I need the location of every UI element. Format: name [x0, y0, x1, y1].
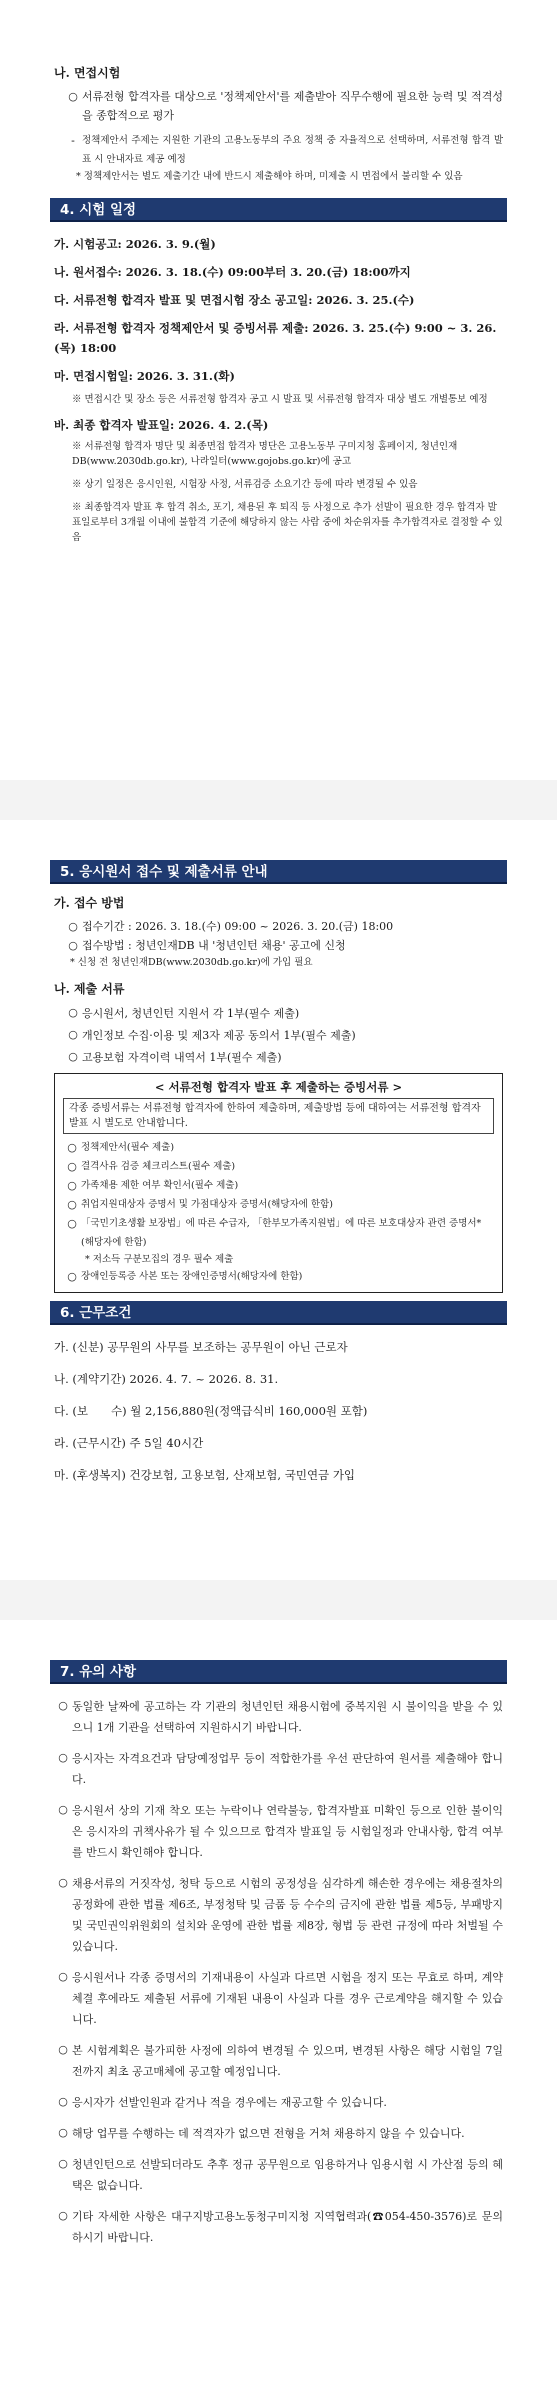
receipt-note: * 신청 전 청년인재DB(www.2030db.go.kr)에 가입 필요	[70, 957, 313, 968]
list-item	[54, 477, 503, 492]
schedule-item: 마. 면접시험일: 2026. 3. 31.(화)	[54, 369, 235, 383]
list-item	[54, 1967, 503, 2030]
list-item	[63, 1214, 494, 1252]
final-note: ※ 최종합격자 발표 후 합격 취소, 포기, 채용된 후 퇴직 등 사정으로 추가 선발이 필요한 경우 합격자 발표일로부터 3개월 이내에 불합격 기준에 해당하지 않는 사람 중에 차순위자를 추가합격자로 결정할 수 있음	[72, 502, 503, 543]
notice-item: 응시원서 상의 기재 착오 또는 누락이나 연락불능, 합격자발표 미확인 등으로 인한 불이익은 응시자의 귀책사유가 될 수 있으므로 합격자 발표일 등 시험일정과 안내사항, 합격 여부를 반드시 확인해야 합니다.	[72, 1804, 503, 1859]
circle-bullet-icon: ○	[58, 2157, 68, 2170]
notice-item: 기타 자세한 사항은 대구지방고용노동청구미지청 지역협력과(☎054-450-3576)로 문의하시기 바랍니다.	[72, 2210, 503, 2244]
circle-bullet-icon: ○	[58, 2043, 68, 2056]
circle-bullet-icon: ○	[67, 1198, 77, 1211]
condition-item: 마. (후생복지) 건강보험, 고용보험, 산재보험, 국민연금 가입	[54, 1468, 356, 1482]
schedule-item: 다. 서류전형 합격자 발표 및 면접시험 장소 공고일: 2026. 3. 25.(수)	[54, 293, 415, 307]
page-gap	[0, 780, 557, 820]
condition-item: 다. (보 수) 월 2,156,880원(정액급식비 160,000원 포함)	[54, 1404, 368, 1418]
list-item	[63, 1176, 494, 1195]
list-item	[54, 1800, 503, 1863]
notice-item: 동일한 날짜에 공고하는 각 기관의 청년인턴 채용시험에 중복지원 시 불이익을 받을 수 있으니 1개 기관을 선택하여 지원하시기 바랍니다.	[72, 1700, 503, 1734]
schedule-note: ※ 면접시간 및 장소 등은 서류전형 합격자 공고 시 발표 및 서류전형 합격자 대상 별도 개별통보 예정	[72, 394, 488, 405]
list-item	[54, 2206, 503, 2248]
circle-bullet-icon: ○	[58, 2209, 68, 2222]
notice-list	[54, 1696, 503, 2248]
notice-item: 응시자가 선발인원과 같거나 적을 경우에는 재공고할 수 있습니다.	[72, 2096, 387, 2109]
notice-item: 응시원서나 각종 증명서의 기재내용이 사실과 다르면 시험을 정지 또는 무효로 하며, 계약체결 후에라도 제출된 서류에 기재된 내용이 사실과 다를 경우 근로계약을 해지할 수 있습니다.	[72, 1971, 503, 2026]
circle-bullet-icon: ○	[68, 90, 78, 103]
list-item	[54, 1696, 503, 1738]
section-7-title: 7. 유의 사항	[50, 1660, 507, 1684]
list-item	[54, 1748, 503, 1790]
condition-item: 가. (신분) 공무원의 사무를 보조하는 공무원이 아닌 근로자	[54, 1340, 348, 1354]
circle-bullet-icon: ○	[58, 1751, 68, 1764]
section-6-title: 6. 근무조건	[50, 1301, 507, 1325]
list-item	[63, 1157, 494, 1176]
box-item: 가족채용 제한 여부 확인서(필수 제출)	[81, 1180, 239, 1191]
notice-item: 본 시험계획은 불가피한 사정에 의하여 변경될 수 있으며, 변경된 사항은 해당 시험일 7일 전까지 최초 공고매체에 공고할 예정입니다.	[72, 2044, 503, 2078]
interview-heading: 나. 면접시험	[54, 66, 121, 80]
receipt-item: 접수방법 : 청년인재DB 내 '청년인턴 채용' 공고에 신청	[82, 939, 346, 952]
docs-item: 응시원서, 청년인턴 지원서 각 1부(필수 제출)	[82, 1007, 300, 1020]
list-item	[54, 87, 503, 125]
list-item	[54, 936, 503, 955]
list-item	[54, 1025, 503, 1047]
list-item	[63, 1252, 494, 1267]
interview-sub: 정책제안서 주제는 지원한 기관의 고용노동부의 주요 정책 중 자율적으로 선택하며, 서류전형 합격 발표 시 안내자료 제공 예정	[82, 135, 503, 165]
box-item: 「국민기초생활 보장법」에 따른 수급자, 「한부모가족지원법」에 따른 보호대상자 관련 증명서*(해당자에 한함)	[81, 1218, 482, 1248]
circle-bullet-icon: ○	[58, 2095, 68, 2108]
final-heading: 바. 최종 합격자 발표일: 2026. 4. 2.(목)	[54, 418, 269, 432]
list-item	[54, 1047, 503, 1069]
box-item: 정책제안서(필수 제출)	[81, 1142, 175, 1153]
notice-item: 해당 업무를 수행하는 데 적격자가 없으면 전형을 거쳐 채용하지 않을 수 있습니다.	[72, 2127, 465, 2140]
circle-bullet-icon: ○	[67, 1160, 77, 1173]
section-5-title: 5. 응시원서 접수 및 제출서류 안내	[50, 860, 507, 884]
box-note: 각종 증빙서류는 서류전형 합격자에 한하여 제출하며, 제출방법 등에 대하여는 서류전형 합격자 발표 시 별도로 안내합니다.	[63, 1098, 494, 1134]
circle-bullet-icon: ○	[68, 939, 78, 952]
box-item: 결격사유 검증 체크리스트(필수 제출)	[81, 1161, 236, 1172]
document-page-2	[0, 820, 557, 1580]
circle-bullet-icon: ○	[67, 1141, 77, 1154]
circle-bullet-icon: ○	[58, 1876, 68, 1889]
notice-item: 청년인턴으로 선발되더라도 추후 정규 공무원으로 임용하거나 임용시험 시 가산점 등의 혜택은 없습니다.	[72, 2158, 503, 2192]
docs-item: 고용보험 자격이력 내역서 1부(필수 제출)	[82, 1051, 282, 1064]
list-item	[54, 917, 503, 936]
list-item	[63, 1195, 494, 1214]
list-item	[54, 2154, 503, 2196]
notice-item: 채용서류의 거짓작성, 청탁 등으로 시험의 공정성을 심각하게 해손한 경우에는 채용절차의 공정화에 관한 법률 제6조, 부정청탁 및 금품 등 수수의 금지에 관한 법률 제5등, 부패방지 및 국민권익위원회의 설치와 운영에 관한 법률 제8장, 형법 등 관련 규정에 따라 처벌될 수 있습니다.	[72, 1877, 503, 1953]
interview-note: * 정책제안서는 별도 제출기간 내에 반드시 제출해야 하며, 미제출 시 면접에서 불리할 수 있음	[76, 171, 463, 182]
list-item	[63, 1138, 494, 1157]
interview-item: 서류전형 합격자를 대상으로 '정책제안서'를 제출받아 직무수행에 필요한 능력 및 적격성을 종합적으로 평가	[82, 90, 503, 122]
circle-bullet-icon: ○	[68, 1006, 78, 1019]
document-page-1	[0, 0, 557, 780]
final-note: ※ 서류전형 합격자 명단 및 최종면접 합격자 명단은 고용노동부 구미지청 홈페이지, 청년인재DB(www.2030db.go.kr), 나라일터(www.gojobs.go.kr)에 공고	[72, 441, 458, 467]
circle-bullet-icon: ○	[58, 1803, 68, 1816]
page-gap	[0, 1580, 557, 1620]
list-item	[54, 955, 503, 970]
box-sub: * 저소득 구분모집의 경우 필수 제출	[85, 1254, 234, 1265]
circle-bullet-icon: ○	[58, 2126, 68, 2139]
list-item	[54, 439, 503, 469]
docs-item: 개인정보 수집·이용 및 제3자 제공 동의서 1부(필수 제출)	[82, 1029, 356, 1042]
circle-bullet-icon: ○	[58, 1699, 68, 1712]
list-item	[54, 2123, 503, 2144]
dash-bullet-icon: -	[71, 134, 75, 147]
schedule-item: 가. 시험공고: 2026. 3. 9.(월)	[54, 237, 216, 251]
list-item	[63, 1267, 494, 1286]
list-item	[54, 500, 503, 545]
schedule-item: 나. 원서접수: 2026. 3. 18.(수) 09:00부터 3. 20.(금) 18:00까지	[54, 265, 411, 279]
final-note: ※ 상기 일정은 응시인원, 시험장 사정, 서류검증 소요기간 등에 따라 변경될 수 있음	[72, 479, 418, 490]
notice-item: 응시자는 자격요건과 담당예정업무 등이 적합한가를 우선 판단하여 원서를 제출해야 합니다.	[72, 1752, 503, 1786]
list-item	[54, 1873, 503, 1957]
condition-item: 나. (계약기간) 2026. 4. 7. ~ 2026. 8. 31.	[54, 1372, 279, 1386]
circle-bullet-icon: ○	[67, 1179, 77, 1192]
box-item: 취업지원대상자 증명서 및 가점대상자 증명서(해당자에 한함)	[81, 1199, 333, 1210]
list-item	[54, 392, 503, 407]
box-title: < 서류전형 합격자 발표 후 제출하는 증빙서류 >	[154, 1080, 403, 1094]
evidence-docs-box	[54, 1073, 503, 1293]
list-item	[54, 169, 503, 184]
list-item	[54, 2092, 503, 2113]
condition-item: 라. (근무시간) 주 5일 40시간	[54, 1436, 204, 1450]
receipt-heading: 가. 접수 방법	[54, 896, 125, 910]
circle-bullet-icon: ○	[67, 1270, 77, 1283]
list-item	[54, 1003, 503, 1025]
receipt-item: 접수기간 : 2026. 3. 18.(수) 09:00 ~ 2026. 3. 20.(금) 18:00	[82, 920, 394, 933]
section-4-title: 4. 시험 일정	[50, 198, 507, 222]
circle-bullet-icon: ○	[67, 1217, 77, 1230]
schedule-item: 라. 서류전형 합격자 정책제안서 및 증빙서류 제출: 2026. 3. 25.(수) 9:00 ~ 3. 26.(목) 18:00	[54, 321, 497, 355]
list-item	[54, 2040, 503, 2082]
circle-bullet-icon: ○	[68, 1050, 78, 1063]
circle-bullet-icon: ○	[68, 920, 78, 933]
document-page-3	[0, 1620, 557, 2383]
list-item	[54, 131, 503, 169]
docs-heading: 나. 제출 서류	[54, 982, 125, 996]
circle-bullet-icon: ○	[58, 1970, 68, 1983]
circle-bullet-icon: ○	[68, 1028, 78, 1041]
box-item: 장애인등록증 사본 또는 장애인증명서(해당자에 한함)	[81, 1271, 303, 1282]
